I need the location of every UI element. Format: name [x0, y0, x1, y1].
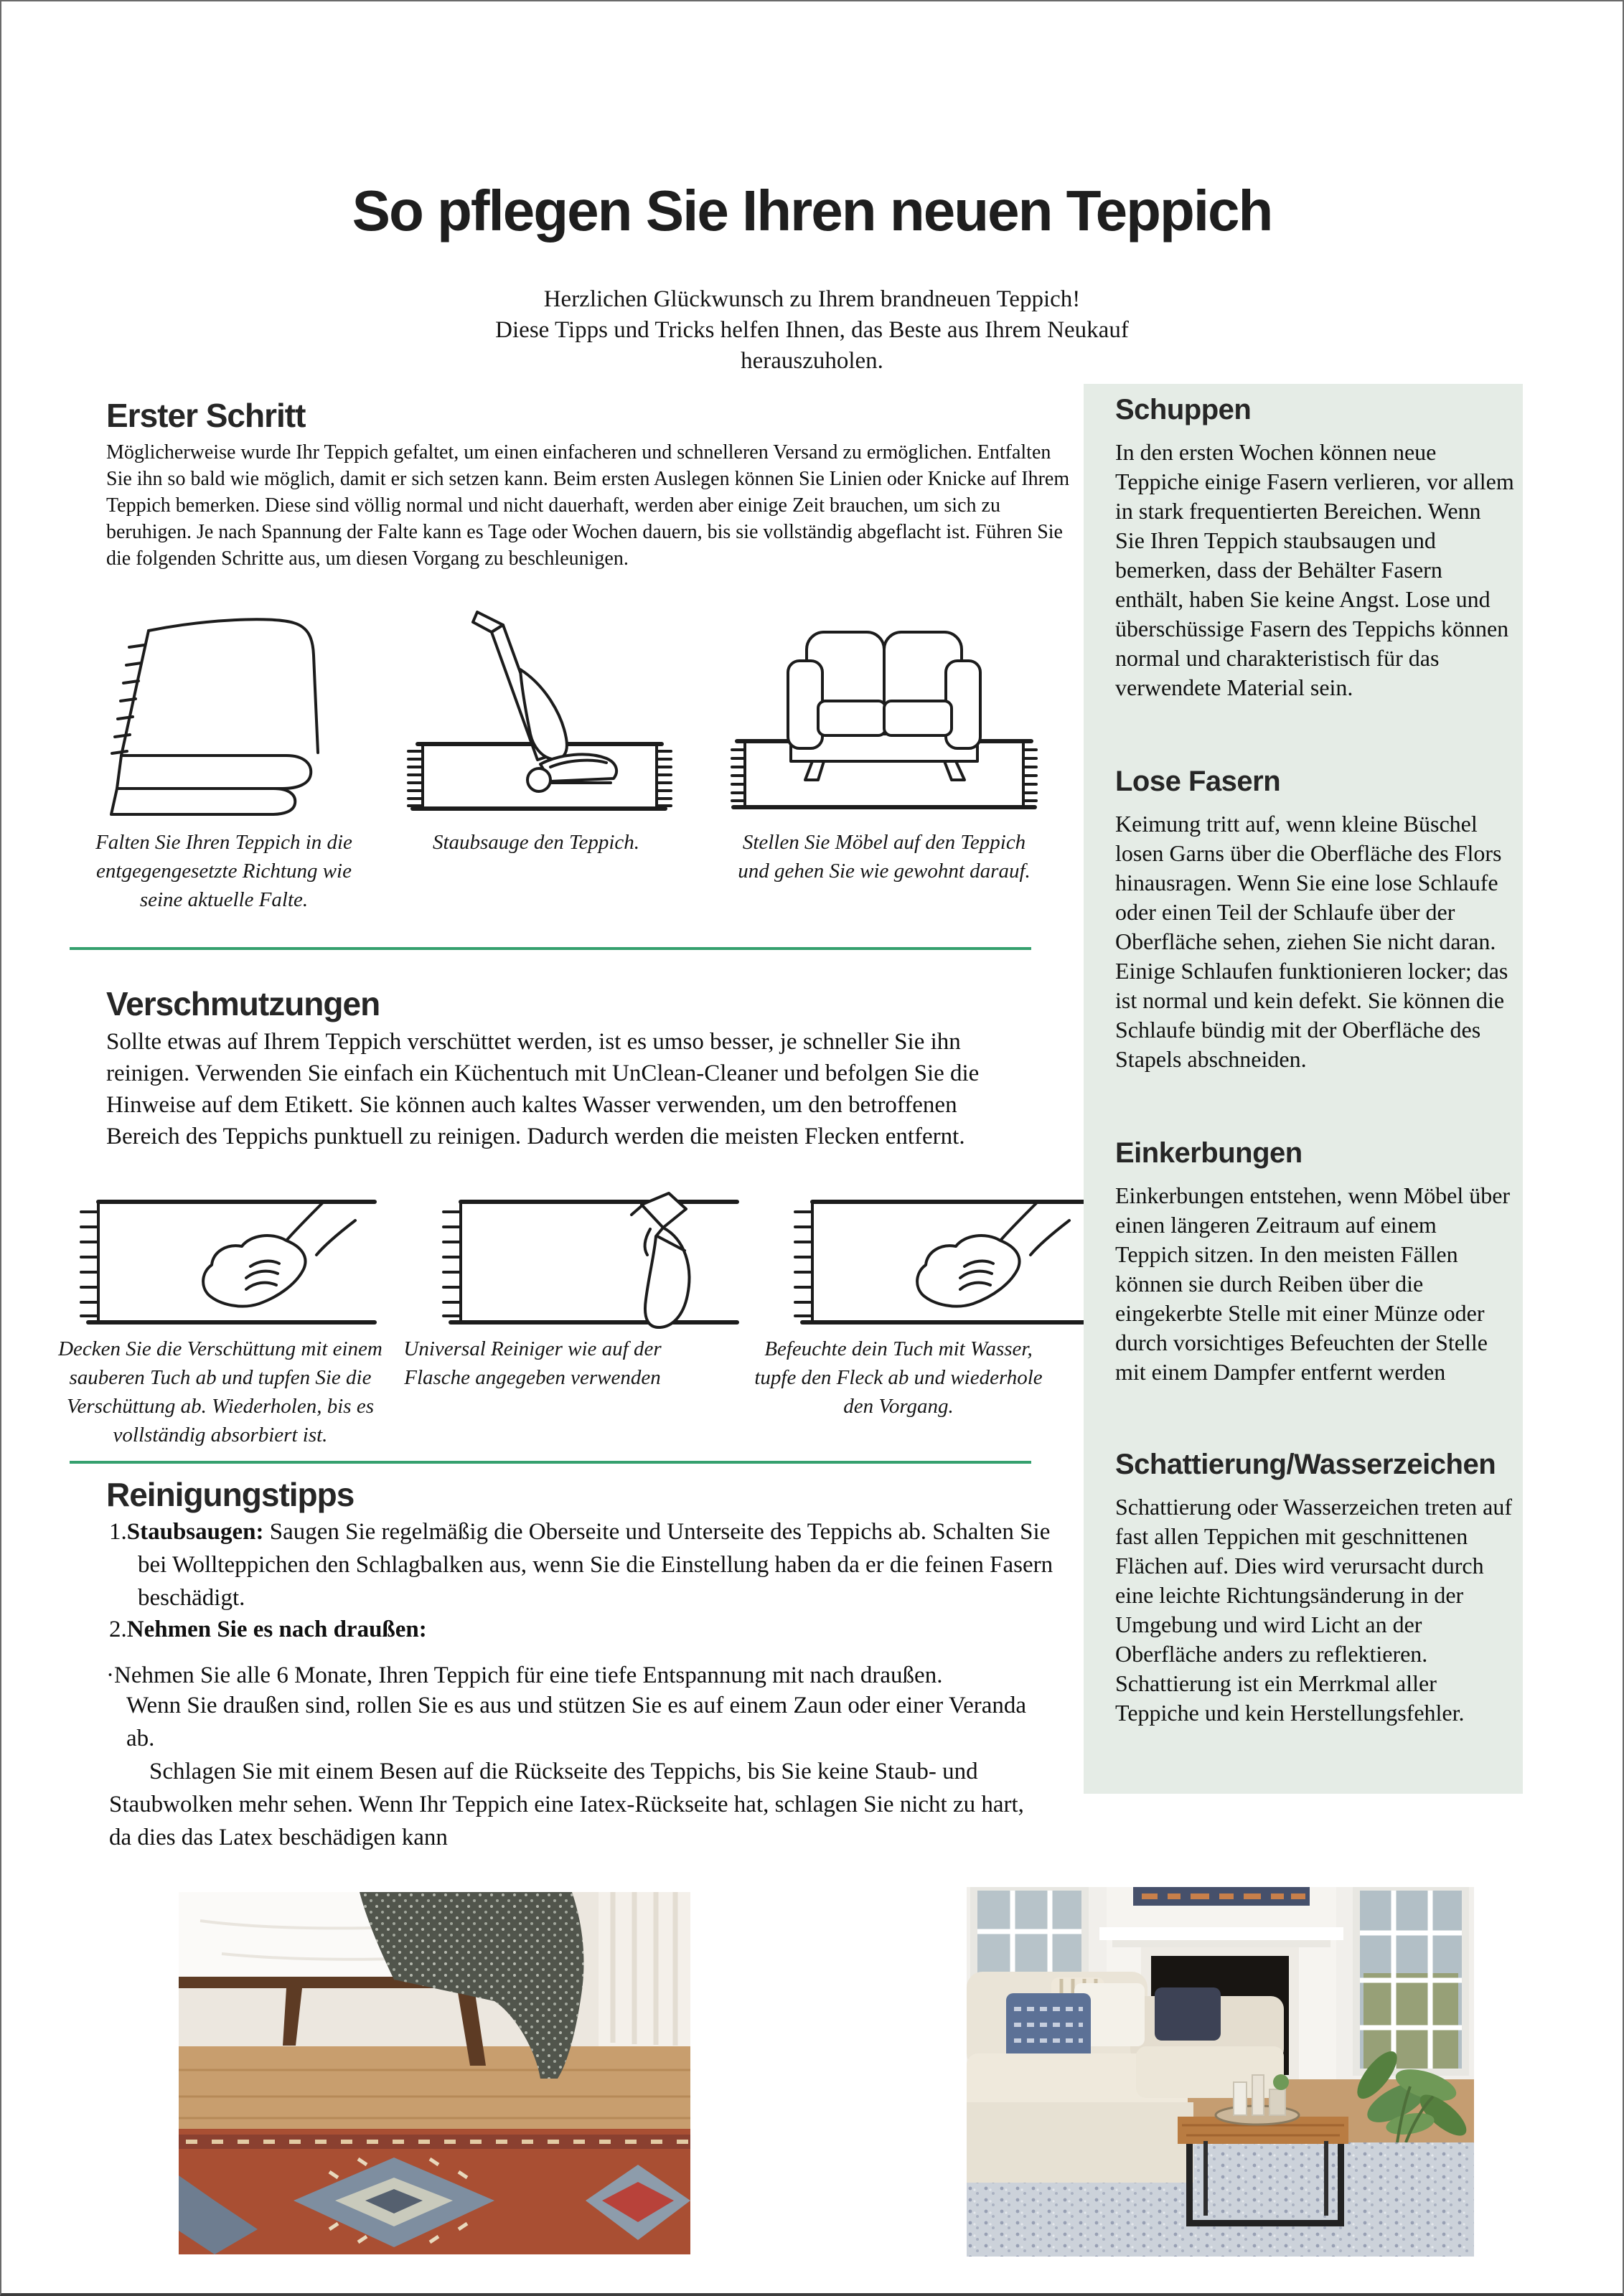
- erster-schritt-paragraph: Möglicherweise wurde Ihr Teppich gefaltet, um einen einfacheren und schnelleren Versand zu ermöglichen. Entfalten Sie ihn so bald wie möglich, damit er sich setzen kann. Beim ersten Auslegen können Sie Linien oder Knicke auf Ihrem Teppich bemerken. Diese sind völlig normal und nicht dauerhaft, werden aber einige Zeit brauchen, um sich zu beruhigen. Je nach Spannung der Falte kann es Tage oder Wochen dauern, bis sie vollständig abgeflacht ist. Führen Sie die folgenden Schritte aus, um diesen Vorgang zu beschleunigen.: [106, 441, 1070, 570]
- tip-number: 2.: [109, 1617, 127, 1642]
- section-heading-verschmutzungen: Verschmutzungen: [106, 985, 380, 1022]
- sidebar-heading: Schuppen: [1115, 394, 1252, 425]
- figure-caption: Falten Sie Ihren Teppich in die entgegengesetzte Richtung wie seine aktuelle Falte.: [95, 831, 352, 911]
- sidebar-heading: Lose Fasern: [1115, 766, 1281, 797]
- sidebar-section-einkerbungen: [1115, 1137, 1514, 1387]
- sidebar-section-lose-fasern: [1115, 766, 1514, 1074]
- sidebar-section-schuppen: [1115, 394, 1514, 702]
- tip-label: Nehmen Sie es nach draußen:: [126, 1617, 427, 1642]
- sidebar-heading: Einkerbungen: [1115, 1137, 1303, 1169]
- subtitle-line: Herzlichen Glückwunsch zu Ihrem brandneuen Teppich!: [543, 286, 1081, 312]
- divider-line: [70, 947, 1031, 950]
- hand-blotting-rug-illustration: [70, 1189, 385, 1329]
- folded-rug-illustration: [70, 601, 385, 816]
- tip-label: Staubsaugen:: [126, 1519, 264, 1545]
- tip-item-2-paragraph: Wenn Sie draußen sind, rollen Sie es aus und stützen Sie es auf einem Zaun oder einer Veranda ab.: [126, 1693, 1027, 1751]
- spray-bottle-on-rug-illustration: [432, 1189, 748, 1329]
- tip-item-2-paragraph: ·Nehmen Sie alle 6 Monate, Ihren Teppich für eine tiefe Entspannung mit nach draußen.: [106, 1662, 943, 1688]
- verschmutzungen-paragraph: Sollte etwas auf Ihrem Teppich verschüttet werden, ist es umso besser, je schneller Sie ihn reinigen. Verwenden Sie einfach ein Küchentuch mit UnClean-Cleaner und befolgen Sie die Hinweise auf dem Etikett. Sie können auch kaltes Wasser verwenden, um den betroffenen Bereich des Teppichs punktuell zu reinigen. Dadurch werden die meisten Flecken entfernt.: [106, 1029, 980, 1149]
- section-heading-erster-schritt: Erster Schritt: [106, 397, 306, 434]
- subtitle-line: Diese Tipps und Tricks helfen Ihnen, das Beste aus Ihrem Neukauf: [495, 317, 1129, 343]
- subtitle-line: herauszuholen.: [741, 348, 883, 374]
- tip-item-2-heading: [109, 1613, 1064, 1646]
- sidebar-body: Einkerbungen entstehen, wenn Möbel über einen längeren Zeitraum auf einem Teppich sitzen. In den meisten Fällen können sie durch Reiben über die eingekerbte Stelle mit einer Münze oder durch vorsichtiges Befeuchten der Stelle mit einem Dampfer entfernt werden: [1115, 1182, 1511, 1385]
- page-title: So pflegen Sie Ihren neuen Teppich: [352, 179, 1272, 243]
- vacuum-on-rug-illustration: [378, 601, 694, 816]
- divider-line: [70, 1461, 1031, 1464]
- tip-text: Saugen Sie regelmäßig die Oberseite und Unterseite des Teppichs ab. Schalten Sie bei Wollteppichen den Schlagbalken aus, wenn Sie die Einstellung haben da er die feinen Fasern beschädigt.: [138, 1519, 1053, 1611]
- sofa-on-rug-illustration: [723, 601, 1046, 816]
- figure-caption: Universal Reiniger wie auf der Flasche angegeben verwenden: [403, 1337, 662, 1389]
- sidebar-body: In den ersten Wochen können neue Teppiche einige Fasern verlieren, vor allem in stark frequentierten Bereichen. Wenn Sie Ihren Teppich staubsaugen und bemerken, dass der Behälter Fasern enthält, haben Sie keine Angst. Lose und überschüssige Fasern des Teppichs können normal und charakteristisch für das verwendete Material sein.: [1115, 439, 1514, 700]
- section-heading-reinigungstipps: Reinigungstipps: [106, 1476, 355, 1513]
- photo-livingroom-rug: [967, 1887, 1474, 2257]
- sidebar-heading: Schattierung/Wasserzeichen: [1115, 1449, 1496, 1480]
- sidebar-section-schattierung-wasserzeichen: [1115, 1449, 1514, 1728]
- sidebar-body: Schattierung oder Wasserzeichen treten auf fast allen Teppichen mit geschnittenen Flächen auf. Dies wird verursacht durch eine leichte Richtungsänderung in der Umgebung und wird Licht an der Oberfläche anders zu reflektieren. Schattierung ist ein Merrkmal aller Teppiche und kein Herstellungsfehler.: [1115, 1494, 1513, 1726]
- photo-bedroom-rug: [179, 1892, 690, 2254]
- tip-number: 1.: [109, 1519, 127, 1545]
- figure-caption: Staubsauge den Teppich.: [432, 831, 640, 854]
- tip-item-2-paragraph: Schlagen Sie mit einem Besen auf die Rückseite des Teppichs, bis Sie keine Staub- und Staubwolken mehr sehen. Wenn Ihr Teppich eine Iatex-Rückseite hat, schlagen Sie nicht zu hart, da dies das Latex beschädigen kann: [109, 1759, 1024, 1850]
- tip-item-1: [109, 1515, 1064, 1614]
- damp-cloth-on-rug-illustration: [784, 1189, 1099, 1329]
- sidebar-panel: [1084, 384, 1523, 1794]
- figure-caption: Befeuchte dein Tuch mit Wasser, tupfe den Fleck ab und wiederhole den Vorgang.: [754, 1337, 1043, 1418]
- sidebar-body: Keimung tritt auf, wenn kleine Büschel losen Garns über die Oberfläche des Flors hinausragen. Wenn Sie eine lose Schlaufe oder einen Teil der Schlaufe über der Oberfläche sehen, ziehen Sie nicht daran. Einige Schlaufen funktionieren locker; das ist normal und kein defekt. Sie können die Schlaufe bündig mit der Oberfläche des Stapels abschneiden.: [1115, 811, 1508, 1072]
- page-subtitle: [1, 284, 1623, 377]
- figure-caption: Decken Sie die Verschüttung mit einem sauberen Tuch ab und tupfen Sie die Verschüttung ab. Wiederholen, bis es vollständig absorbiert ist.: [58, 1337, 382, 1446]
- figure-caption: Stellen Sie Möbel auf den Teppich und gehen Sie wie gewohnt darauf.: [738, 831, 1031, 883]
